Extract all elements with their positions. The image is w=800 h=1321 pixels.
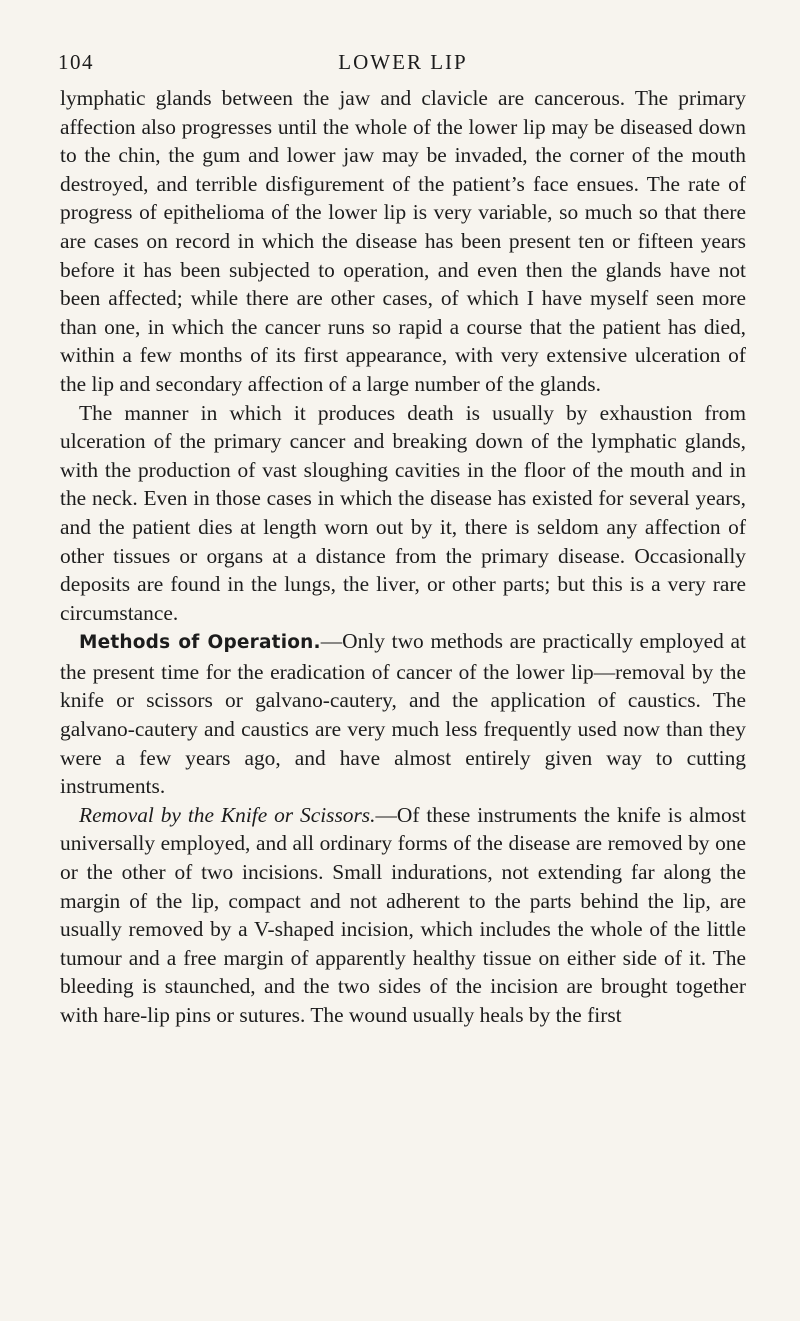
paragraph-manner-of-death: The manner in which it produces death is usually by exhaustion from ulceration of the primary cancer and breaking down of the lymphatic glands, with the production of vast sloughing cavities in the floor of the mouth and in the neck. Even in those cases in which the disease has existed for several years, and the patient dies at length worn out by it, there is seldom any affection of other tissues or organs at a distance from the primary disease. Occasionally deposits are found in the lungs, the liver, or other parts; but this is a very rare circumstance. (60, 400, 746, 625)
body-text (60, 84, 746, 1030)
paragraph-methods-body: —Only two methods are practically employed at the present time for the eradication of cancer of the lower lip—removal by the knife or scissors or galvano-cautery, and the application of caustics. The galvano-cautery and caustics are very much less frequently used now than they were a few years ago, and have almost entirely given way to cutting instruments. (60, 629, 746, 799)
book-page (60, 50, 746, 1030)
page-number: 104 (58, 50, 94, 74)
subsection-heading-removal: Removal by the Knife or Scissors. (79, 802, 376, 827)
paragraph-removal-body: —Of these instruments the knife is almost universally employed, and all ordinary forms of the disease are removed by one or the other of two incisions. Small indurations, not extending far along the margin of the lip, compact and not adherent to the parts behind the lip, are usually removed by a V-shaped incision, which includes the whole of the little tumour and a free margin of apparently healthy tissue on either side of it. The bleeding is staunched, and the two sides of the incision are brought together with hare-lip pins or sutures. The wound usually heals by the first (60, 802, 746, 1027)
paragraph-removal-by-knife (60, 801, 746, 1030)
running-title: LOWER LIP (338, 50, 468, 74)
section-heading-methods: Methods of Operation. (79, 632, 321, 654)
paragraph-continuation: lymphatic glands between the jaw and clavicle are cancerous. The primary affection also progresses until the whole of the lower lip may be diseased down to the chin, the gum and lower jaw may be invaded, the corner of the mouth destroyed, and terrible disfigurement of the patient’s face ensues. The rate of progress of epithelioma of the lower lip is very variable, so much so that there are cases on record in which the disease has been present ten or fifteen years before it has been subjected to operation, and even then the glands have not been affected; while there are other cases, of which I have myself seen more than one, in which the cancer runs so rapid a course that the patient has died, within a few months of its first appearance, with very extensive ulceration of the lip and secondary affection of a large number of the glands. (60, 86, 746, 396)
running-header (60, 50, 746, 84)
paragraph-methods-of-operation (60, 627, 746, 801)
